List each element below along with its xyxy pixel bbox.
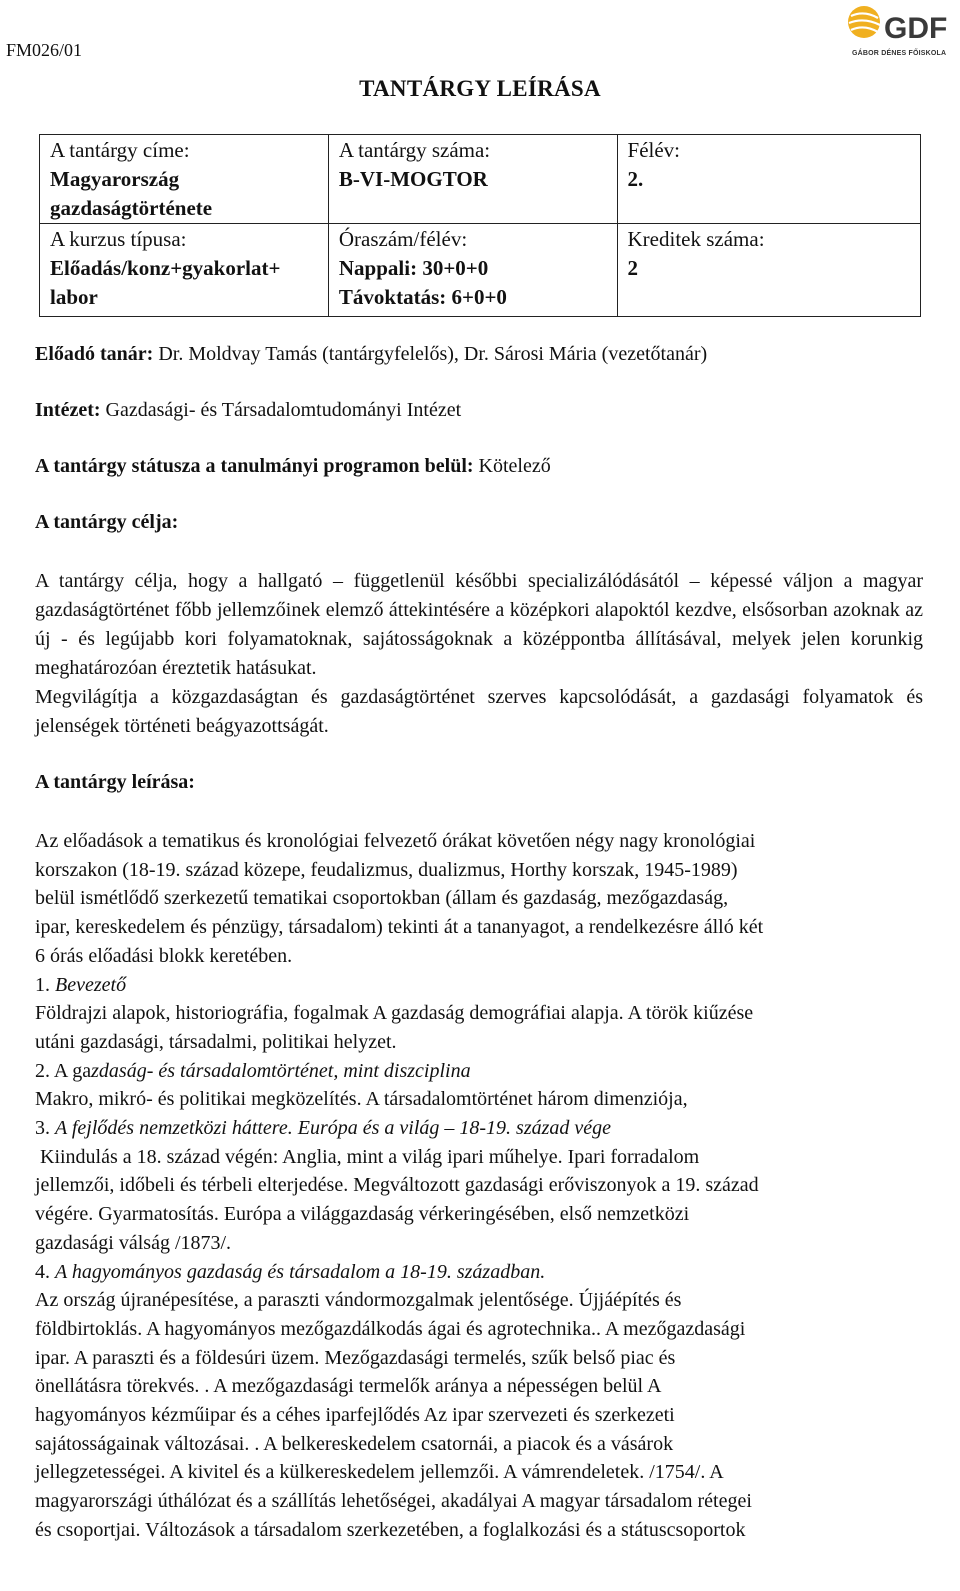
topic-4-title: A hagyományos gazdaság és társadalom a 18-19. században. [55,1260,546,1283]
topic-4-line: magyarországi úthálózat és a szállítás lehetőségei, akadályai A magyar társadalom rétegei [35,1490,752,1513]
aim-heading: A tantárgy célja: [35,511,179,533]
course-title-label: A tantárgy címe: [50,138,190,162]
topic-3-line: jellemzői, időbeli és térbeli elterjedése. Megváltozott gazdasági erőviszonyok a 19. század [35,1174,759,1197]
hours-label: Óraszám/félév: [338,227,468,251]
institute-line [35,396,923,425]
description-line: ipar, kereskedelem és pénzügy, társadalom) tekinti át a tananyagot, a rendelkezésre álló két [35,916,764,939]
course-number-value: B-VI-MOGTOR [338,167,488,191]
topic-4-heading [35,1258,923,1287]
form-code: FM026/01 [6,40,83,60]
semester-value: 2. [627,167,644,191]
logo-emblem-icon [848,6,880,38]
aim-paragraph-2: Megvilágítja a közgazdaságtan és gazdaságtörténet szerves kapcsolódását, a gazdasági folyamatok és jelenségek történeti beágyazottságát. [35,686,923,737]
hours-cell [328,224,617,317]
topic-2-title: zdaság- és társadalomtörténet, mint diszciplina [91,1059,471,1082]
description-line: 6 órás előadási blokk keretében. [35,944,293,967]
credits-value: 2 [627,256,639,280]
document-title: TANTÁRGY LEÍRÁSA [359,76,601,101]
credits-cell [617,224,920,317]
course-info-table [39,134,921,317]
institute-label: Intézet: [35,399,101,421]
description-heading: A tantárgy leírása: [35,771,195,793]
aim-paragraph-1: A tantárgy célja, hogy a hallgató – függetlenül későbbi specializálódásától – képessé váljon a magyar gazdaságtörténet főbb jellemzőinek elemző áttekintésére a középkori alapoktól kezdve, elsősorban azoknak az új - és legújabb kori folyamatoknak, sajátosságoknak a középpontba állításával, melyek jelen korunkig meghatározóan éreztetik hatásukat. [35,570,923,679]
hours-distance: Távoktatás: 6+0+0 [338,285,507,309]
course-type-value: Előadás/konz+gyakorlat+ [50,256,281,280]
status-line [35,452,923,481]
topic-2-prefix: 2. A ga [35,1059,92,1082]
course-title-value-cont: gazdaságtörténete [50,196,213,220]
topic-4-number: 4. [35,1260,50,1283]
course-info-row-1 [40,135,921,224]
course-title-cell [40,135,329,224]
topic-4-line: és csoportjai. Változások a társadalom szerkezetében, a foglalkozási és a státuscsoportok [35,1518,746,1541]
topic-1-title: Bevezető [55,973,127,996]
topic-4-line: ipar. A paraszti és a földesúri üzem. Mezőgazdasági termelés, szűk belső piac és [35,1346,676,1369]
topic-1-line: utáni gazdasági, társadalmi, politikai helyzet. [35,1030,397,1053]
lecturer-value: Dr. Moldvay Tamás (tantárgyfelelős), Dr. Sárosi Mária (vezetőtanár) [158,343,708,365]
course-number-cell [328,135,617,224]
course-info-row-2 [40,224,921,317]
topic-3-title: A fejlődés nemzetközi háttere. Európa és a világ – 18-19. század vége [55,1117,612,1140]
credits-label: Kreditek száma: [627,227,765,251]
topic-1-number: 1. [35,973,50,996]
description-line: korszakon (18-19. század közepe, feudalizmus, dualizmus, Horthy korszak, 1945-1989) [35,858,738,881]
topic-4-line: önellátásra törekvés. . A mezőgazdasági termelők aránya a népességen belül A [35,1375,662,1398]
semester-cell [617,135,920,224]
course-number-label: A tantárgy száma: [338,138,491,162]
topic-2-line: Makro, mikró- és politikai megközelítés. A társadalomtörténet három dimenziója, [35,1088,688,1111]
status-value: Kötelező [478,455,551,477]
topic-3-number: 3. [35,1117,50,1140]
topic-3-line: végére. Gyarmatosítás. Európa a világgazdaság vérkeringésében, első nemzetközi [35,1203,690,1226]
description-line: Az előadások a tematikus és kronológiai felvezető órákat követően négy nagy kronológiai [35,830,756,852]
course-type-label: A kurzus típusa: [50,227,187,251]
course-type-value-cont: labor [50,285,98,309]
topic-3-line: Kiindulás a 18. század végén: Anglia, mint a világ ipari műhelye. Ipari forradalom [35,1145,700,1168]
topic-4-line: jellegzetességei. A kivitel és a külkereskedelem jellemzői. A vámrendeletek. /1754/. A [35,1461,724,1484]
topic-2-heading [35,1057,923,1086]
hours-fulltime: Nappali: 30+0+0 [338,256,489,280]
description-line: belül ismétlődő szerkezetű tematikai csoportokban (állam és gazdaság, mezőgazdaság, [35,887,729,910]
course-type-cell [40,224,329,317]
topic-1-line: Földrajzi alapok, historiográfia, fogalmak A gazdaság demográfiai alapja. A török kiűzése [35,1002,754,1025]
status-label: A tantárgy státusza a tanulmányi programon belül: [35,455,474,477]
topic-4-line: sajátosságainak változásai. . A belkereskedelem csatornái, a piacok és a vásárok [35,1432,674,1455]
description-intro [35,827,923,971]
topic-4-line: földbirtoklás. A hagyományos mezőgazdálkodás ágai és agrotechnika.. A mezőgazdasági [35,1317,746,1340]
lecturer-line [35,340,923,369]
topic-4-line: hagyományos kézműipar és a céhes iparfejlődés Az ipar szervezeti és szerkezeti [35,1404,675,1427]
course-title-value: Magyarország [50,167,180,191]
topic-4-line: Az ország újranépesítése, a paraszti vándormozgalmak jelentősége. Újjáépítés és [35,1289,682,1312]
topic-3-line: gazdasági válság /1873/. [35,1231,232,1254]
topic-3-heading [35,1114,923,1143]
logo-text: GDF [884,12,948,45]
lecturer-label: Előadó tanár: [35,343,154,365]
course-content [35,340,923,1545]
logo-subtitle: GÁBOR DÉNES FŐISKOLA [852,50,947,57]
institute-value: Gazdasági- és Társadalomtudományi Intézet [105,399,462,421]
topic-1-heading [35,971,923,1000]
semester-label: Félév: [627,138,681,162]
